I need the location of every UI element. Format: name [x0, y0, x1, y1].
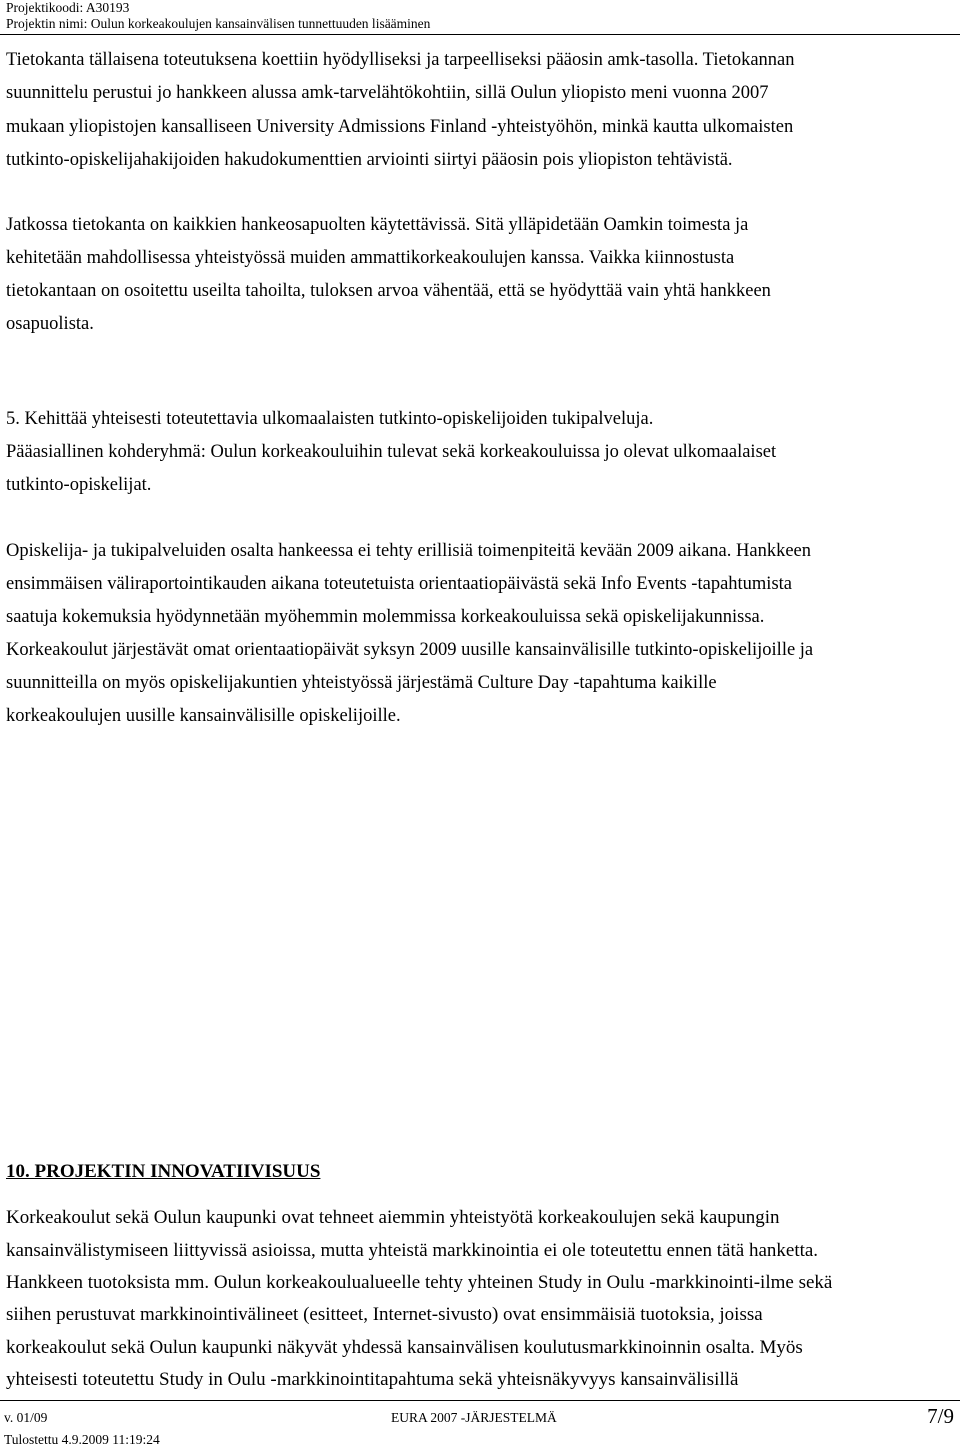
paragraph-1-line-1: Tietokanta tällaisena toteutuksena koettiin hyödylliseksi ja tarpeelliseksi pääosin amk-tasolla. Tietokannan [6, 50, 795, 70]
paragraph-2-line-3: tietokantaan on osoitettu useilta tahoilta, tuloksen arvoa vähentää, että se hyödyttää vain yhtä hankkeen [6, 281, 771, 301]
paragraph-2-line-4: osapuolista. [6, 314, 94, 334]
footer-printed: Tulostettu 4.9.2009 11:19:24 [4, 1432, 160, 1447]
paragraph-2-line-2: kehitetään mahdollisessa yhteistyössä muiden ammattikorkeakoulujen kanssa. Vaikka kiinnostusta [6, 248, 735, 268]
paragraph-4-line-3: saatuja kokemuksia hyödynnetään myöhemmin molemmissa korkeakouluissa sekä opiskelijakunnissa. [6, 607, 765, 627]
project-name: Projektin nimi: Oulun korkeakoulujen kansainvälisen tunnettuuden lisääminen [6, 16, 431, 31]
section-line-4: siihen perustuvat markkinointivälineet (esitteet, Internet-sivusto) ovat ensimmäisiä tuotoksia, joissa [6, 1304, 763, 1325]
paragraph-4-line-6: korkeakoulujen uusille kansainvälisille opiskelijoille. [6, 706, 401, 726]
paragraph-4-line-5: suunnitteilla on myös opiskelijakuntien yhteistyössä järjestämä Culture Day -tapahtuma kaikille [6, 673, 717, 693]
section-line-2: kansainvälistymiseen liittyvissä asioissa, mutta yhteistä markkinointia ei ole toteutettu ennen tätä hanketta. [6, 1240, 819, 1261]
header-divider [0, 34, 960, 35]
paragraph-1-line-3: mukaan yliopistojen kansalliseen University Admissions Finland -yhteistyöhön, minkä kautta ulkomaisten [6, 117, 794, 137]
paragraph-1-line-2: suunnittelu perustui jo hankkeen alussa amk-tarvelähtökohtiin, sillä Oulun yliopisto meni vuonna 2007 [6, 83, 769, 103]
footer-page-number: 7/9 [927, 1404, 954, 1428]
footer-divider [0, 1400, 960, 1401]
paragraph-4-line-1: Opiskelija- ja tukipalveluiden osalta hankeessa ei tehty erillisiä toimenpiteitä kevään 2009 aikana. Hankkeen [6, 541, 811, 561]
section-line-3: Hankkeen tuotoksista mm. Oulun korkeakoulualueelle tehty yhteinen Study in Oulu -markkinointi-ilme sekä [6, 1272, 833, 1293]
footer-system: EURA 2007 -JÄRJESTELMÄ [391, 1410, 557, 1425]
footer-version: v. 01/09 [4, 1410, 48, 1425]
paragraph-3-line-2: Pääasiallinen kohderyhmä: Oulun korkeakouluihin tulevat sekä korkeakouluissa jo olevat ulkomaalaiset [6, 442, 777, 462]
paragraph-4-line-4: Korkeakoulut järjestävät omat orientaatiopäivät syksyn 2009 uusille kansainvälisille tutkinto-opiskelijoille ja [6, 640, 814, 660]
section-line-5: korkeakoulut sekä Oulun kaupunki näkyvät yhdessä kansainvälisen koulutusmarkkinoinnin osalta. Myös [6, 1337, 803, 1358]
paragraph-1-line-4: tutkinto-opiskelijahakijoiden hakudokumenttien arviointi siirtyi pääosin pois yliopiston tehtävistä. [6, 150, 733, 170]
paragraph-3-line-3: tutkinto-opiskelijat. [6, 475, 152, 495]
section-line-6: yhteisesti toteutettu Study in Oulu -markkinointitapahtuma sekä yhteisnäkyvyys kansainvälisillä [6, 1369, 739, 1390]
section-line-1: Korkeakoulut sekä Oulun kaupunki ovat tehneet aiemmin yhteistyötä korkeakoulujen sekä kaupungin [6, 1207, 780, 1228]
section-heading: 10. PROJEKTIN INNOVATIIVISUUS [6, 1161, 321, 1182]
project-code: Projektikoodi: A30193 [6, 0, 130, 15]
paragraph-2-line-1: Jatkossa tietokanta on kaikkien hankeosapuolten käytettävissä. Sitä ylläpidetään Oamkin toimesta ja [6, 215, 749, 235]
paragraph-4-line-2: ensimmäisen väliraportointikauden aikana toteutetuista orientaatiopäivästä sekä Info Events -tapahtumista [6, 574, 792, 594]
paragraph-3-line-1: 5. Kehittää yhteisesti toteutettavia ulkomaalaisten tutkinto-opiskelijoiden tukipalveluja. [6, 409, 654, 429]
